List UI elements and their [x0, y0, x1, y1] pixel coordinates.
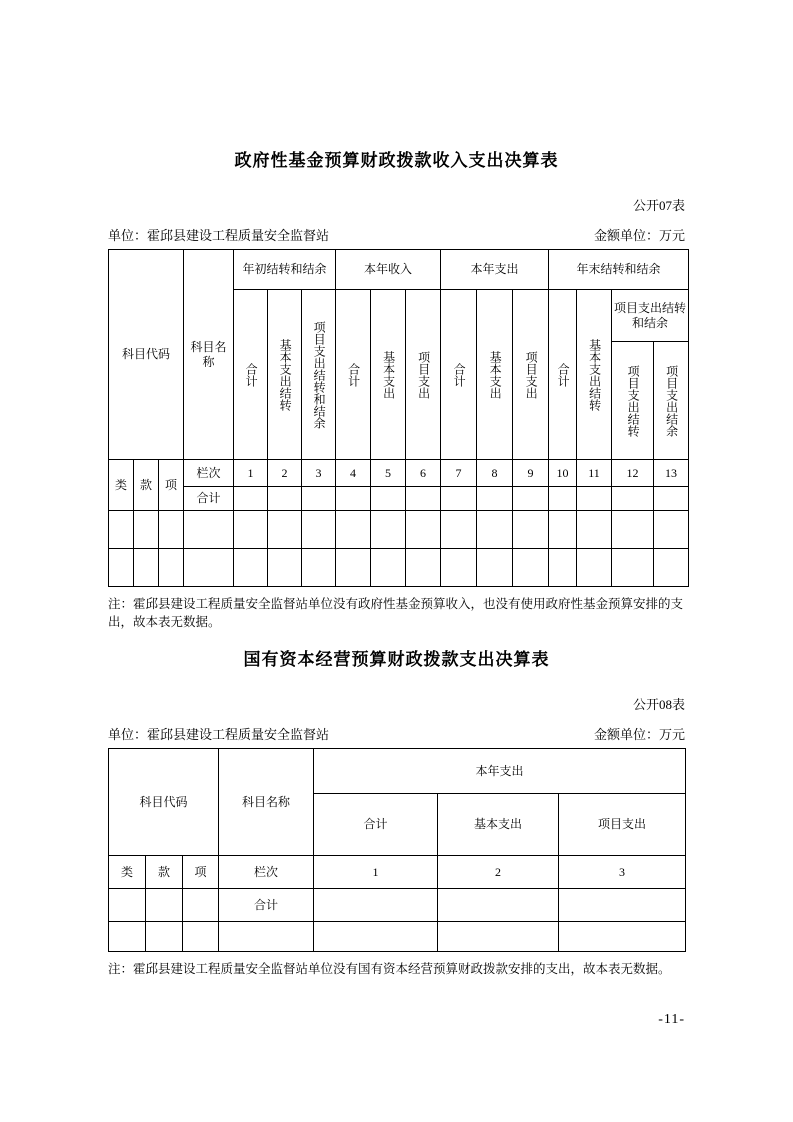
table07-amount-unit: 金额单位：万元	[593, 228, 685, 243]
empty-cell	[513, 549, 549, 587]
column-number: 9	[513, 460, 549, 487]
column-number: 11	[577, 460, 612, 487]
code-section-cell: 款	[146, 856, 183, 889]
empty-cell	[109, 889, 146, 922]
empty-cell	[438, 889, 559, 922]
empty-cell	[146, 889, 183, 922]
empty-data-row	[109, 922, 686, 952]
vcol-header-text: 基本支出结转	[278, 338, 293, 411]
vcol-header-project-expenditure	[406, 290, 441, 460]
total-row-label: 合计	[184, 487, 234, 511]
vcol-header-project-carryover	[612, 342, 654, 460]
vcol-header-basic-expenditure	[477, 290, 513, 460]
empty-cell	[438, 922, 559, 952]
empty-cell	[336, 487, 371, 511]
empty-cell	[159, 549, 184, 587]
empty-cell	[559, 922, 686, 952]
subject-name-header: 科目名称	[184, 250, 234, 460]
empty-cell	[109, 511, 134, 549]
code-item-cell: 项	[183, 856, 219, 889]
vcol-header-text: 项目支出结余	[664, 364, 679, 437]
empty-cell	[477, 549, 513, 587]
lanci-label: 栏次	[219, 856, 314, 889]
empty-cell	[302, 549, 336, 587]
page-number: -11-	[658, 1012, 685, 1028]
total-row-label: 合计	[219, 889, 314, 922]
vcol-header-basic-carryover	[577, 290, 612, 460]
code-class-cell: 类	[109, 460, 134, 511]
empty-cell	[219, 922, 314, 952]
empty-cell	[159, 511, 184, 549]
column-number: 12	[612, 460, 654, 487]
empty-cell	[559, 889, 686, 922]
group-end-year-balance: 年末结转和结余	[549, 250, 689, 290]
empty-cell	[183, 889, 219, 922]
empty-cell	[184, 549, 234, 587]
column-number: 5	[371, 460, 406, 487]
column-number: 8	[477, 460, 513, 487]
empty-cell	[134, 549, 159, 587]
code-section-cell: 款	[134, 460, 159, 511]
subgroup-project-carryover-balance: 项目支出结转和结余	[612, 290, 689, 342]
group-header-row	[109, 749, 686, 794]
col-header-total: 合计	[314, 794, 438, 856]
empty-cell	[406, 511, 441, 549]
empty-cell	[477, 511, 513, 549]
vcol-header-text: 合计	[556, 362, 571, 387]
gov-fund-budget-table	[108, 249, 689, 587]
empty-cell	[234, 487, 268, 511]
empty-cell	[234, 549, 268, 587]
table07-unit: 单位：霍邱县建设工程质量安全监督站	[108, 228, 330, 243]
vcol-header-text: 项目支出	[524, 350, 539, 399]
vcol-header-project-surplus	[654, 342, 689, 460]
table07-label: 公开07表	[632, 198, 685, 213]
empty-cell	[336, 549, 371, 587]
table08-title: 国有资本经营预算财政拨款支出决算表	[243, 650, 550, 670]
vcol-header-text: 基本支出	[381, 350, 396, 399]
empty-cell	[268, 549, 302, 587]
subject-code-header: 科目代码	[109, 749, 219, 856]
table07-note: 注：霍邱县建设工程质量安全监督站单位没有政府性基金预算收入，也没有使用政府性基金预算安排的支出，故本表无数据。	[108, 597, 684, 630]
group-current-year-income: 本年收入	[336, 250, 441, 290]
vcol-header-text: 合计	[244, 362, 259, 387]
col-header-basic-expenditure: 基本支出	[438, 794, 559, 856]
column-number: 4	[336, 460, 371, 487]
empty-cell	[549, 549, 577, 587]
empty-cell	[336, 511, 371, 549]
column-number: 7	[441, 460, 477, 487]
table07-title: 政府性基金预算财政拨款收入支出决算表	[234, 151, 559, 170]
column-number: 10	[549, 460, 577, 487]
vcol-header-total	[234, 290, 268, 460]
code-class-cell: 类	[109, 856, 146, 889]
empty-cell	[146, 922, 183, 952]
table08-amount-unit: 金额单位：万元	[593, 727, 685, 743]
vcol-header-total	[441, 290, 477, 460]
empty-cell	[134, 511, 159, 549]
code-item-cell: 项	[159, 460, 184, 511]
subject-name-header: 科目名称	[219, 749, 314, 856]
empty-cell	[513, 487, 549, 511]
empty-cell	[406, 549, 441, 587]
column-number: 2	[438, 856, 559, 889]
empty-cell	[314, 922, 438, 952]
column-number: 3	[559, 856, 686, 889]
empty-cell	[406, 487, 441, 511]
group-begin-year-balance: 年初结转和结余	[234, 250, 336, 290]
empty-cell	[314, 889, 438, 922]
table08-unit: 单位：霍邱县建设工程质量安全监督站	[108, 727, 330, 743]
empty-cell	[184, 511, 234, 549]
empty-cell	[549, 511, 577, 549]
empty-data-row	[109, 549, 689, 587]
empty-cell	[477, 487, 513, 511]
vcol-header-text: 合计	[346, 362, 361, 387]
empty-cell	[268, 511, 302, 549]
group-current-year-expenditure: 本年支出	[314, 749, 686, 794]
empty-cell	[441, 549, 477, 587]
empty-cell	[371, 511, 406, 549]
vcol-header-text: 项目支出	[416, 350, 431, 399]
table08-meta-row	[108, 724, 685, 743]
column-number: 6	[406, 460, 441, 487]
empty-cell	[302, 511, 336, 549]
vcol-header-text: 项目支出结转和结余	[312, 320, 327, 429]
column-index-row	[109, 460, 689, 487]
empty-cell	[612, 487, 654, 511]
empty-cell	[441, 487, 477, 511]
col-header-project-expenditure: 项目支出	[559, 794, 686, 856]
group-header-row	[109, 250, 689, 290]
empty-cell	[371, 549, 406, 587]
column-number: 2	[268, 460, 302, 487]
table08-note: 注：霍邱县建设工程质量安全监督站单位没有国有资本经营预算财政拨款安排的支出，故本表无数据。	[108, 962, 671, 977]
empty-cell	[183, 922, 219, 952]
vcol-header-project-expenditure	[513, 290, 549, 460]
state-capital-budget-table	[108, 748, 686, 952]
total-row	[109, 889, 686, 922]
empty-cell	[577, 549, 612, 587]
column-number: 13	[654, 460, 689, 487]
empty-cell	[577, 487, 612, 511]
empty-cell	[612, 549, 654, 587]
empty-cell	[654, 549, 689, 587]
total-row	[109, 487, 689, 511]
vcol-header-project-carryover-balance	[302, 290, 336, 460]
column-index-row	[109, 856, 686, 889]
subject-code-header: 科目代码	[109, 250, 184, 460]
column-number: 3	[302, 460, 336, 487]
lanci-label: 栏次	[184, 460, 234, 487]
vcol-header-text: 合计	[452, 362, 467, 387]
empty-cell	[441, 511, 477, 549]
empty-cell	[302, 487, 336, 511]
empty-cell	[109, 549, 134, 587]
empty-cell	[577, 511, 612, 549]
table07-meta-row	[108, 225, 685, 244]
empty-cell	[268, 487, 302, 511]
empty-cell	[612, 511, 654, 549]
vcol-header-total	[549, 290, 577, 460]
empty-cell	[654, 511, 689, 549]
empty-cell	[549, 487, 577, 511]
vcol-header-text: 基本支出	[488, 350, 503, 399]
group-current-year-expenditure: 本年支出	[441, 250, 549, 290]
empty-cell	[109, 922, 146, 952]
column-number: 1	[314, 856, 438, 889]
empty-data-row	[109, 511, 689, 549]
vcol-header-text: 项目支出结转	[626, 364, 641, 437]
vcol-header-text: 基本支出结转	[587, 338, 602, 411]
empty-cell	[513, 511, 549, 549]
vcol-header-basic-expenditure	[371, 290, 406, 460]
vcol-header-basic-carryover	[268, 290, 302, 460]
empty-cell	[654, 487, 689, 511]
vcol-header-total	[336, 290, 371, 460]
empty-cell	[371, 487, 406, 511]
empty-cell	[234, 511, 268, 549]
table08-label: 公开08表	[632, 697, 685, 713]
column-number: 1	[234, 460, 268, 487]
